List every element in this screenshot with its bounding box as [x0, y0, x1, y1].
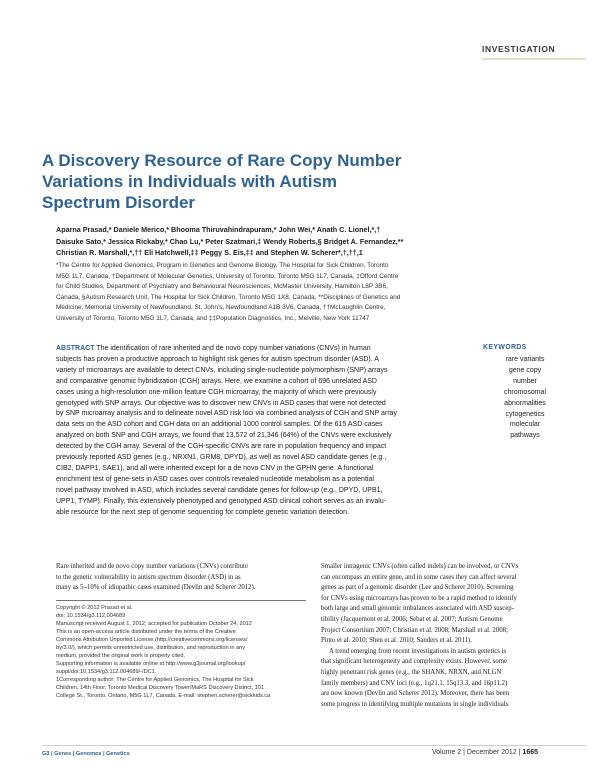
keyword-item: abnormalities	[504, 399, 546, 407]
body-line: some progress in identifying multiple mutations in single individuals	[321, 700, 509, 708]
footnote-line: This is an open-access article distributed under the terms of the Creative	[56, 629, 236, 635]
keyword-item: molecular	[509, 421, 541, 429]
title-line: Variations in Individuals with Autism	[42, 172, 338, 191]
affiliation-line: Medicine, Memorial University of Newfoundland, St. John's, Newfoundland A1B 3V6, Canada, ††McLaughlin Centre,	[56, 304, 386, 312]
author-line: Daisuke Sato,* Jessica Rickaby,* Chao Lu,* Peter Szatmari,‡ Wendy Roberts,§ Bridget A. Fernandez,**	[56, 236, 404, 246]
keyword-item: cytogenetics	[505, 410, 545, 418]
body-text-right	[321, 562, 583, 710]
affiliations	[56, 261, 536, 325]
footnote-line: Children, 14th Floor, Toronto Medical Discovery Tower/MaRS Discovery District, 101	[56, 685, 265, 691]
footnote-line: Manuscript received August 1, 2012; accepted for publication October 24, 2012	[56, 621, 252, 627]
abstract-line: subjects has proven a productive approach to highlight risk genes for autism spectrum disorder (ASD). A	[56, 355, 379, 363]
footnote-line: suppl/doi:10.1534/g3.112.004689/-/DC1.	[56, 669, 157, 675]
abstract-line: by SNP microarray analysis and to delineate novel ASD risk loci via combined analysis of CGH and SNP array	[56, 410, 397, 418]
body-line: tibility (Jacquemont et al. 2006; Sebat et al. 2007; Autism Genome	[321, 615, 503, 623]
author-line: Christian R. Marshall,*,†† Eli Hatchwell,‡‡ Peggy S. Eis,‡‡ and Stephen W. Scherer*,†,††,1	[56, 248, 363, 257]
abstract-line: cases using a high-resolution one-million feature CGH microarray, the majority of which were previously	[56, 388, 377, 396]
volume-info: Volume 2 | December 2012 |	[432, 749, 521, 756]
abstract	[56, 344, 476, 519]
footnotes	[56, 604, 306, 700]
article-title	[42, 150, 462, 213]
body-line: Pinto et al. 2010; Shen et al. 2010; Sanders et al. 2011).	[321, 637, 472, 645]
title-line: A Discovery Resource of Rare Copy Number	[42, 151, 402, 170]
header-rule	[482, 58, 586, 60]
footer-rule	[42, 745, 586, 746]
journal-logo: G3 | Genes | Genomes | Genetics	[42, 751, 130, 757]
abstract-heading: ABSTRACT	[56, 345, 95, 352]
abstract-line: previously reported ASD genes (e.g., NRXN1, GRM8, DPYD), as well as novel ASD candidate genes (e.g.,	[56, 454, 387, 462]
affiliation-line: for Child Studies, Department of Psychiatry and Behavioural Neurosciences, McMaster University, Hamilton L8P 3B6,	[56, 283, 388, 291]
abstract-line: and comparative genomic hybridization (CGH) arrays. Here, we examine a cohort of 696 unrelated ASD	[56, 377, 377, 385]
abstract-line: analyzed on both SNP and CGH arrays, we found that 13,572 of 21,346 (64%) of the CNVs were exclusively	[56, 432, 392, 440]
footnote-line: Copyright © 2012 Prasad et al.	[56, 605, 133, 611]
abstract-line: detected by the CGH array. Several of the CGH-specific CNVs are rare in population frequency and impact	[56, 443, 387, 451]
body-line: for CNVs using microarrays has proven to be a rapid method to identify	[321, 594, 517, 602]
affiliation-line: University of Toronto, Toronto M5G 1L7, Canada, and ‡‡Population Diagnostics, Inc., Melville, New York 11747	[56, 314, 370, 322]
footnote-line: Commons Attribution Unported License (http://creativecommons.org/licenses/	[56, 637, 248, 643]
body-line: Project Consortium 2007; Christian et al. 2008; Marshall et al. 2008;	[321, 626, 508, 634]
keyword-item: pathways	[510, 432, 540, 440]
affiliation-line: Canada, §Autism Research Unit, The Hospital for Sick Children, Toronto M5G 1X8, Canada, **Disciplines of Genetics and	[56, 293, 401, 301]
body-line: to the genetic vulnerability in autism spectrum disorder (ASD) in as	[56, 573, 241, 581]
footer-info	[432, 749, 538, 756]
body-line: genes as part of a genomic disorder (Lee and Scherer 2010). Screening	[321, 584, 514, 592]
body-line: are now known (Devlin and Scherer 2012). Moreover, there has been	[321, 690, 510, 698]
body-line: that significant heterogeneity and complexity exists. However, some	[321, 658, 508, 666]
title-line: Spectrum Disorder	[42, 193, 196, 212]
body-line: family members) and CNV loci (e.g., 1q21.1, 15q13.3, and 16p11.2)	[321, 679, 508, 687]
abstract-line: genotyped with SNP arrays. Our objective was to discover new CNVs in ASD cases that were not detected	[56, 399, 386, 407]
footnote-line: medium, provided the original work is properly cited.	[56, 653, 186, 659]
page-number: 1665	[522, 749, 538, 756]
author-line: Aparna Prasad,* Daniele Merico,* Bhooma Thiruvahindrapuram,* John Wei,* Anath C. Lionel,*,†	[56, 225, 381, 234]
abstract-line: able resource for the next step of genome sequencing for complete genetic variation detection.	[56, 508, 350, 516]
abstract-line: data sets on the ASD cohort and CGH data on an additional 1000 control samples. Of the 615 ASD cases	[56, 421, 383, 429]
body-line: both large and small genomic imbalances associated with ASD suscep-	[321, 605, 514, 613]
keywords-heading: KEYWORDS	[483, 344, 527, 351]
footnote-line: by/3.0/), which permits unrestricted use, distribution, and reproduction in any	[56, 645, 246, 651]
keyword-item: chromosomal	[503, 388, 546, 396]
author-list	[56, 224, 536, 259]
footnote-line: 1Corresponding author: The Centre for Applied Genomics, The Hospital for Sick	[56, 677, 254, 683]
abstract-line: UPP1, TYMP). Finally, this extensively phenotyped and genotyped ASD clinical cohort serves as an invalu-	[56, 497, 387, 505]
body-line: Smaller intragenic CNVs (often called indels) can be involved, or CNVs	[321, 563, 519, 570]
affiliation-line: *The Centre for Applied Genomics, Program in Genetics and Genome Biology, The Hospital for Sick Children, Toronto	[56, 262, 389, 269]
abstract-line: CIB2, DAPP1, SAE1), and all were inherited except for a de novo CNV in the GPHN gene. A functional	[56, 464, 374, 472]
body-line: highly penetrant risk genes (e.g., the SHANK, NRXN, and NLGN	[321, 668, 502, 676]
body-line: Rare inherited and de novo copy number variations (CNVs) contribute	[56, 563, 248, 570]
keywords-list	[480, 355, 570, 442]
footnote-divider	[56, 600, 306, 601]
abstract-line: novel pathway involved in ASD, which includes several candidate genes for follow-up (e.g., DPYD, UPB1,	[56, 486, 383, 494]
body-text-left	[56, 562, 306, 594]
keyword-item: number	[513, 377, 537, 385]
abstract-line: variety of microarrays are available to detect CNVs, including single-nucleotide polymorphism (SNP) arrays	[56, 366, 388, 374]
section-label: INVESTIGATION	[482, 44, 556, 54]
affiliation-line: M5G 1L7, Canada, †Department of Molecular Genetics, University of Toronto, Toronto M5G 1L7, Canada, ‡Offord Centre	[56, 272, 399, 280]
abstract-first-line	[56, 344, 476, 355]
footnote-line: doi: 10.1534/g3.112.004689	[56, 613, 126, 619]
abstract-line: The identification of rare inherited and de novo copy number variations (CNVs) in human	[94, 345, 371, 352]
body-line: can encompass an entire gene, and in some cases they can affect several	[321, 573, 517, 581]
body-line: A trend emerging from recent investigations in autism genetics is	[329, 647, 507, 655]
body-line: many as 5–10% of idiopathic cases examined (Devlin and Scherer 2012).	[56, 584, 256, 592]
footnote-line: Supporting information is available online at http://www.g3journal.org/lookup/	[56, 661, 246, 667]
keyword-item: gene copy	[508, 366, 542, 374]
footnote-line: College St., Toronto, Ontario, M5G 1L7, Canada. E-mail: stephen.scherer@sickkids.ca	[56, 693, 271, 699]
abstract-line: enrichment test of gene-sets in ASD cases over controls revealed nucleotide metabolism as a potential	[56, 475, 374, 483]
keyword-item: rare variants	[505, 356, 545, 363]
